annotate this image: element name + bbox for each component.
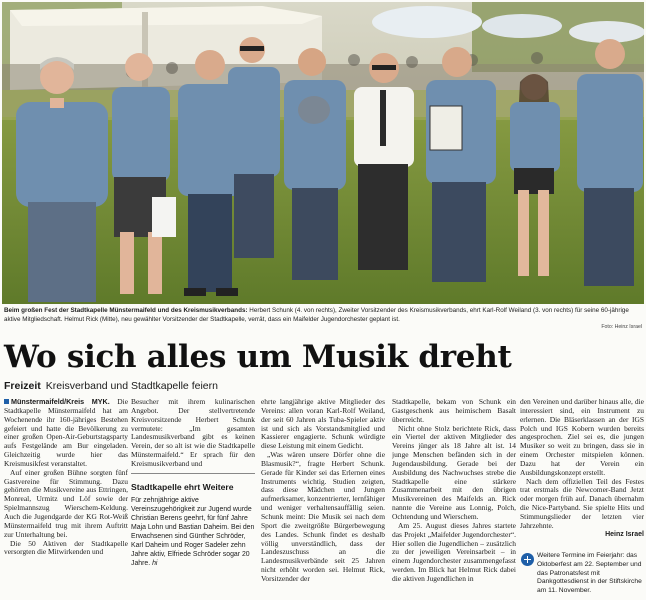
article-column-1 xyxy=(4,398,128,598)
paragraph: Auf einer großen Bühne sorgten fünf Gastvereine für Stimmung. Dazu gehörten die Musikvereine aus Ettringen, Monreal, Urmitz und Löf sowie der Spielmannszug Wierschem-Keldung. Auch die Jugendgarde der KG Rot-Weiß Münstermaifeld trug mit ihrem Auftritt zur Unterhaltung bei. xyxy=(4,467,128,539)
paragraph: Am 25. August dieses Jahres startete das Projekt „Maifelder Jugendorchester“. Hier sollen die Jugendlichen – zusätzlich zu der jeweiligen Vereinsarbeit – in einem Jugendorchester zusammengefasst werden. Im Blick hat Helmut Rick dabei die aktiven Jugendlichen in xyxy=(392,520,516,583)
subheadline-keyword: Freizeit xyxy=(4,380,41,392)
paragraph: Münstermaifeld/Kreis MYK. Die Stadtkapelle Münstermaifeld hat am Wochenende ihr 160-jähriges Bestehen gefeiert und hatte die Bevölkerung zu einer großen Open-Air-Geburtstagsparty aufs Festgelände am Bur eingeladen. Gleichzeitig wurde hier das Kreismusikfest veranstaltet. xyxy=(4,398,128,468)
article-column-5 xyxy=(520,398,644,550)
headline: Wo sich alles um Musik dreht xyxy=(4,339,512,375)
info-box xyxy=(521,552,644,596)
paragraph: Stadtkapelle, bekam von Schunk ein Gastgeschenk aus heimischem Basalt überreicht. xyxy=(392,398,516,424)
sidebox-sign: hi xyxy=(152,560,158,568)
info-box-text: Weitere Termine im Feierjahr: das Oktoberfest am 22. September und das Patronatsfest mit Dankgottesdienst in der Stiftskirche am 11. November. xyxy=(537,552,642,595)
subheadline-text: Kreisverband und Stadtkapelle feiern xyxy=(45,380,218,392)
author-signature: Heinz Israel xyxy=(605,530,644,538)
caption-lead: Beim großen Fest der Stadtkapelle Münstermaifeld und des Kreismusikverbands: xyxy=(4,307,248,314)
paragraph: ehrte langjährige aktive Mitglieder des Vereins: allen voran Karl-Rolf Weiland, der seit 60 Jahren als Tuba-Spieler aktiv ist und sich als Vorstandsmitglied und Kassierer engagierte. Schunk würdigte diese Leistung mit einem Gedicht. xyxy=(261,398,385,451)
paragraph: Nicht ohne Stolz berichtete Rick, dass ein Viertel der aktiven Mitglieder des Vereins jünger als 18 Jahre alt ist. 14 junge Menschen befänden sich in der Jugendausbildung. Gerade bei der Ausbildung des Nachwuchses strebe die Stadtkapelle eine stärkere Zusammenarbeit mit den übrigen Musikvereinen des Maifelds an. Rick nannte die Vereine aus Lonnig, Polch, Ochtendung und Wierschem. xyxy=(392,423,516,521)
photo-caption xyxy=(4,307,642,324)
paragraph: Nach dem offiziellen Teil des Festes trat erstmals die Newcomer-Band Jetzt oder morgen früh auf. Danach übernahm die Nice-Partyband. Sie spielte Hits und Stimmungslieder der letzten vier Jahrzehnte. xyxy=(520,476,644,530)
dateline-marker-icon xyxy=(4,399,9,404)
paragraph: Die 50 Aktiven der Stadtkapelle versorgten die Mitwirkenden und xyxy=(4,538,128,557)
divider xyxy=(131,473,255,474)
plus-icon xyxy=(521,553,534,566)
subheadline xyxy=(4,380,218,392)
news-photo xyxy=(2,2,644,304)
photo-credit: Foto: Heinz Israel xyxy=(601,324,642,330)
sidebox-text: Für zehnjährige aktive Vereinszugehörigkeit zur Jugend wurde Christian Berens geehrt, für fünf Jahre Maja Lohn und Bastian Daheim. Bei den Erwachsenen sind Günther Schröder, Karl Daheim und Roger Sadeler zehn Jahre aktiv, Elfriede Schröder sogar 20 Jahre. hi xyxy=(131,496,255,568)
paragraph: „Was wären unsere Dörfer ohne die Blasmusik?“, fragte Herbert Schunk. Gerade für Kinder sei das Erlernen eines Instruments wichtig. Studien zeigten, dass diese Mädchen und Jungen aufmerksamer, konzentrierter, lernfähiger und weniger verhaltensauffällig seien. Schunk meint: Die Musik sei nach dem Sport die zweitgrößte Bürgerbewegung des Landes. Schunk findet es deshalb völlig unverständlich, dass der Landeszuschuss an die Landesmusikverbände seit 25 Jahren nicht erhöht worden sei. Helmut Rick, Vorsitzender der xyxy=(261,450,385,583)
paragraph: den Vereinen und darüber hinaus alle, die interessiert sind, ein Instrument zu erlernen. Die Bläserklassen an der IGS Polch und IGS Kobern wurden bereits angesprochen. Ziel sei es, die jungen Musiker so weit zu bringen, dass sie in einem Orchester mitspielen können. Dazu hat der Verein ein Ausbildungskonzept erstellt. xyxy=(520,398,644,477)
caption-text: Herbert Schunk (4. von rechts), Zweiter Vorsitzender des Kreismusikverbands, ehrt Karl-Rolf Weiland (3. von rechts) für seine 60-jährige aktive Mitgliedschaft. Helmut Rick (Mitte), neu gewählter Vorsitzender der Stadtkapelle, verrät, dass ein Maifelder Jugendorchester geplant ist. xyxy=(4,307,629,323)
article-column-4 xyxy=(392,398,516,598)
sidebox-title: Stadtkapelle ehrt Weitere xyxy=(131,481,234,492)
article-column-3 xyxy=(261,398,385,598)
dateline: Münstermaifeld/Kreis MYK. xyxy=(4,398,110,406)
article-column-2 xyxy=(131,398,255,598)
paragraph: Besucher mit ihrem kulinarischen Angebot. Der stellvertretende Kreisvorsitzende Herbert Schunk vermutete: „Im gesamten Landesmusikverband gibt es keinen Verein, der so alt ist wie die Stadtkapelle Münstermaifeld.“ Er sprach für den Kreismusikverband und xyxy=(131,398,255,468)
